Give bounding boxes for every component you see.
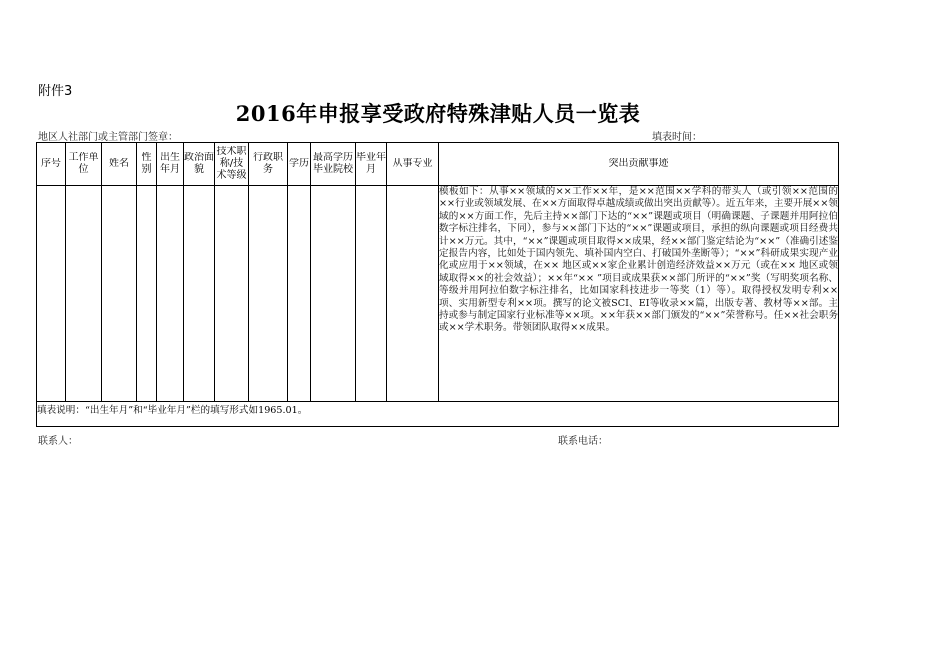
col-header-name: 姓名: [102, 143, 137, 186]
col-header-birth: 出生年月: [157, 143, 184, 186]
col-header-gender: 性别: [137, 143, 157, 186]
cell-education[interactable]: [288, 186, 311, 402]
cell-school[interactable]: [311, 186, 356, 402]
col-header-education: 学历: [288, 143, 311, 186]
col-header-graduation: 毕业年月: [356, 143, 387, 186]
fill-instructions: 填表说明：“出生年月”和“毕业年月”栏的填写形式如1965.01。: [37, 402, 839, 427]
cell-specialty[interactable]: [387, 186, 439, 402]
table-row: [37, 186, 839, 402]
col-header-index: 序号: [37, 143, 66, 186]
cell-admin-post[interactable]: [249, 186, 288, 402]
cell-index[interactable]: [37, 186, 66, 402]
cell-political-status[interactable]: [184, 186, 215, 402]
cell-birth[interactable]: [157, 186, 184, 402]
phone-label: 联系电话：: [558, 436, 608, 447]
note-row: [37, 402, 839, 427]
seal-label: 地区人社部门或主管部门签章：: [38, 132, 178, 143]
cell-title[interactable]: [215, 186, 249, 402]
col-header-school: 最高学历毕业院校: [311, 143, 356, 186]
col-header-title: 技术职称/技术等级: [215, 143, 249, 186]
cell-workplace[interactable]: [66, 186, 102, 402]
col-header-admin-post: 行政职务: [249, 143, 288, 186]
cell-contribution[interactable]: 模板如下：从事××领域的××工作××年，是××范围××学科的带头人（或引领××范围的××行业或领域发展、在××方面取得卓越成绩或做出突出贡献等）。近五年来，主要开展××领域的××方面工作，先后主持××部门下达的“××”课题或项目（明确课题、子课题并用阿拉伯数字标注排名，下同），参与××部门下达的“××”课题或项目，承担的纵向课题或项目经费共计××万元。其中，“××”课题或项目取得××成果，经××部门鉴定结论为“××”（准确引述鉴定报告内容，比如处于国内领先、填补国内空白、打破国外垄断等）；“××”科研成果实现产业化或应用于××领域，在×× 地区或××家企业累计创造经济效益××万元（或在×× 地区或领域取得××的社会效益）；××年“×× ”项目或成果获××部门所评的“××”奖（写明奖项名称、等级并用阿拉伯数字标注排名，比如国家科技进步一等奖（1）等）。取得授权发明专利××项、实用新型专利××项。撰写的论文被SCI、EI等收录××篇，出版专著、教材等××部。主持或参与制定国家行业标准等××项。××年获××部门颁发的“××”荣誉称号。任××社会职务或××学术职务。带领团队取得××成果。: [439, 186, 839, 402]
header-row: [37, 143, 839, 186]
date-label: 填表时间：: [652, 132, 702, 143]
cell-graduation[interactable]: [356, 186, 387, 402]
page-title: 2016年申报享受政府特殊津贴人员一览表: [235, 101, 641, 126]
application-table: [36, 142, 839, 427]
cell-name[interactable]: [102, 186, 137, 402]
col-header-workplace: 工作单位: [66, 143, 102, 186]
attachment-label: 附件3: [38, 84, 73, 99]
col-header-specialty: 从事专业: [387, 143, 439, 186]
cell-gender[interactable]: [137, 186, 157, 402]
col-header-political-status: 政治面貌: [184, 143, 215, 186]
col-header-contribution: 突出贡献事迹: [439, 143, 839, 186]
contact-label: 联系人：: [38, 436, 78, 447]
